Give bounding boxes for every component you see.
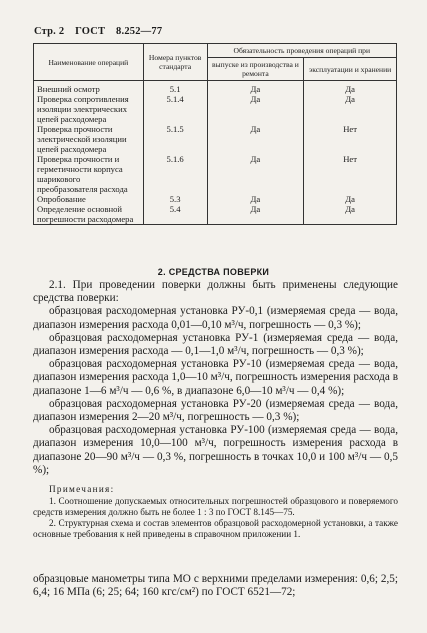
header-operation-name: Наименование операций	[34, 44, 144, 81]
paragraph: 2.1. При проведении поверки должны быть применены следующие средства поверки:	[33, 279, 398, 305]
clause-number: 5.1	[143, 81, 207, 95]
table-row	[34, 94, 397, 124]
paragraph: образцовая расходомерная установка РУ-20 (измеряемая среда — вода, диапазон измерения 2—20 м³/ч, погрешность — 0,3 %);	[33, 397, 398, 424]
operation-name: Определение основной погрешности расходомера	[34, 204, 144, 225]
paragraph: образцовая расходомерная установка РУ-10 (измеряемая среда — вода, диапазон измерения расхода 1,0—10 м³/ч, погрешность измерения расхода в диапазоне 1—6 м³/ч — 0,6 %, в диапазоне 6,0—10 м³/ч — 0,4 %);	[33, 358, 398, 397]
paragraph: образцовая расходомерная установка РУ-100 (измеряемая среда — вода, диапазон измерения 10,0—100 м³/ч, погрешность измерения расхода в диапазоне 20—90 м³/ч — 0,3 %, погрешность в точках 10,0 и 100 м³/ч — 0,5 %);	[33, 424, 398, 476]
paragraph: образцовая расходомерная установка РУ-0,1 (измеряемая среда — вода, диапазон измерения расхода 0,01—0,10 м³/ч, погрешность — 0,3 %);	[33, 305, 398, 331]
operations-table	[33, 43, 397, 225]
paragraph: образцовые манометры типа МО с верхними пределами измерения: 0,6; 2,5; 6,4; 16 МПа (6; 25; 64; 160 кгс/см²) по ГОСТ 6521—72;	[33, 573, 398, 599]
storage-mark: Нет	[304, 154, 397, 194]
operation-name: Проверка прочности электрической изоляции цепей расходомера	[34, 124, 144, 154]
paragraph: образцовая расходомерная установка РУ-1 (измеряемая среда — вода, диапазон измерения расхода — 0,1—1,0 м³/ч, погрешность — 0,3 %);	[33, 331, 398, 358]
clause-number: 5.1.4	[143, 94, 207, 124]
storage-mark: Да	[304, 204, 397, 225]
note-item: 1. Соотношение допускаемых относительных погрешностей образцового и поверяемого средств измерения должно быть не более 1 : 3 по ГОСТ 8.145—75.	[33, 496, 398, 517]
section-title: 2. СРЕДСТВА ПОВЕРКИ	[157, 267, 270, 277]
operation-name: Проверка прочности и герметичности корпуса шарикового преобразователя расхода	[34, 154, 144, 194]
production-mark: Да	[207, 194, 304, 204]
header-operation-storage: эксплуатации и хранении	[304, 58, 397, 81]
page-number: Стр. 2	[34, 26, 65, 37]
tail-text	[33, 573, 398, 599]
table-row	[34, 194, 397, 204]
table-row	[34, 124, 397, 154]
note-item: 2. Структурная схема и состав элементов образцовой расходомерной установки, а также основные требования к ней приведены в справочном приложении 1.	[33, 518, 398, 539]
standard-number: 8.252—77	[116, 26, 163, 37]
notes-block	[33, 484, 398, 540]
table-row	[34, 154, 397, 194]
notes-heading: Примечания:	[49, 484, 115, 494]
page-header	[34, 26, 170, 37]
header-production-repair: выпуске из производства и ремонта	[207, 58, 304, 81]
clause-number: 5.4	[143, 204, 207, 225]
production-mark: Да	[207, 94, 304, 124]
production-mark: Да	[207, 154, 304, 194]
clause-number: 5.1.5	[143, 124, 207, 154]
operation-name: Проверка сопротивления изоляции электрических цепей расходомера	[34, 94, 144, 124]
storage-mark: Да	[304, 194, 397, 204]
header-mandatory-group: Обязательность проведения операций при	[207, 44, 396, 58]
standard-label: ГОСТ	[75, 26, 106, 37]
header-clause-number: Номера пунктов стандарта	[143, 44, 207, 81]
operation-name: Опробование	[34, 194, 144, 204]
table-row	[34, 81, 397, 95]
production-mark: Да	[207, 204, 304, 225]
clause-number: 5.1.6	[143, 154, 207, 194]
clause-number: 5.3	[143, 194, 207, 204]
table-row	[34, 204, 397, 225]
production-mark: Да	[207, 124, 304, 154]
table-header-row	[34, 44, 397, 58]
body-text	[33, 279, 398, 477]
storage-mark: Нет	[304, 124, 397, 154]
operation-name: Внешний осмотр	[34, 81, 144, 95]
storage-mark: Да	[304, 81, 397, 95]
production-mark: Да	[207, 81, 304, 95]
storage-mark: Да	[304, 94, 397, 124]
